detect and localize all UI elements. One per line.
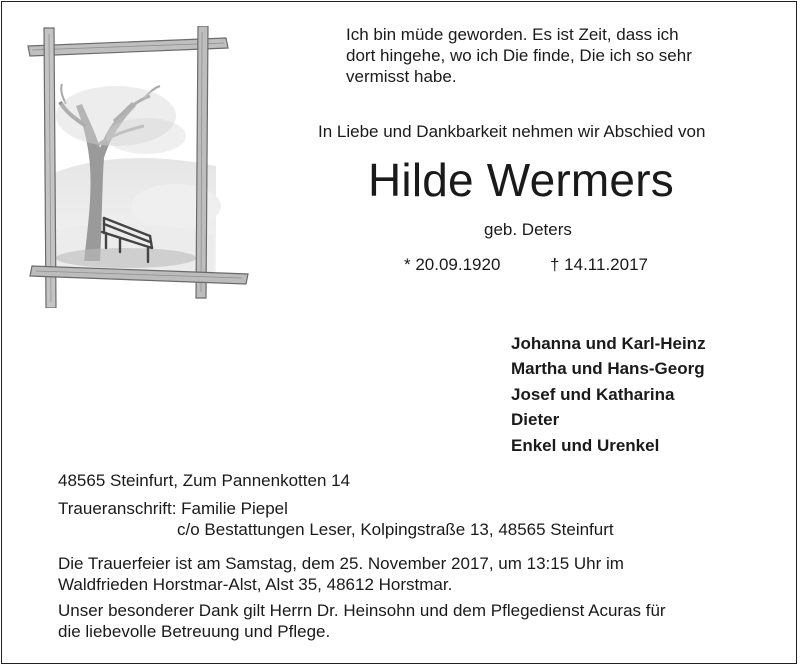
- deceased-name: Hilde Wermers: [368, 154, 674, 206]
- mourner: Josef und Katharina: [511, 384, 675, 404]
- thanks-line: Unser besonderer Dank gilt Herrn Dr. Heinsohn und dem Pflegedienst Acuras für: [58, 601, 666, 620]
- condolence-address-line: c/o Bestattungen Leser, Kolpingstraße 13, 48565 Steinfurt: [177, 520, 614, 539]
- ceremony-info: [58, 553, 624, 595]
- ceremony-line: Waldfrieden Horstmar-Alst, Alst 35, 48612 Horstmar.: [58, 575, 453, 594]
- poem-line: dort hingehe, wo ich Die finde, Die ich so sehr: [346, 46, 692, 65]
- poem: [346, 24, 692, 87]
- tree-and-bench-illustration: [26, 26, 250, 308]
- thanks-note: [58, 600, 666, 642]
- condolence-address-label: Traueranschrift: Familie Piepel: [58, 499, 288, 518]
- thanks-line: die liebevolle Betreuung und Pflege.: [58, 622, 331, 641]
- farewell-intro: In Liebe und Dankbarkeit nehmen wir Abschied von: [318, 122, 706, 141]
- residence-address: 48565 Steinfurt, Zum Pannenkotten 14: [58, 471, 351, 490]
- poem-line: vermisst habe.: [346, 67, 457, 86]
- mourner: Martha und Hans-Georg: [511, 359, 705, 379]
- ceremony-line: Die Trauerfeier ist am Samstag, dem 25. November 2017, um 13:15 Uhr im: [58, 554, 624, 573]
- mourner: Johanna und Karl-Heinz: [511, 334, 706, 353]
- poem-line: Ich bin müde geworden. Es ist Zeit, dass ich: [346, 25, 679, 44]
- maiden-name: geb. Deters: [484, 220, 572, 239]
- mourner: Enkel und Urenkel: [511, 435, 660, 455]
- birth-date: * 20.09.1920: [404, 255, 501, 274]
- mourners-list: [511, 331, 706, 458]
- death-date: † 14.11.2017: [550, 255, 648, 274]
- mourner: Dieter: [511, 410, 560, 430]
